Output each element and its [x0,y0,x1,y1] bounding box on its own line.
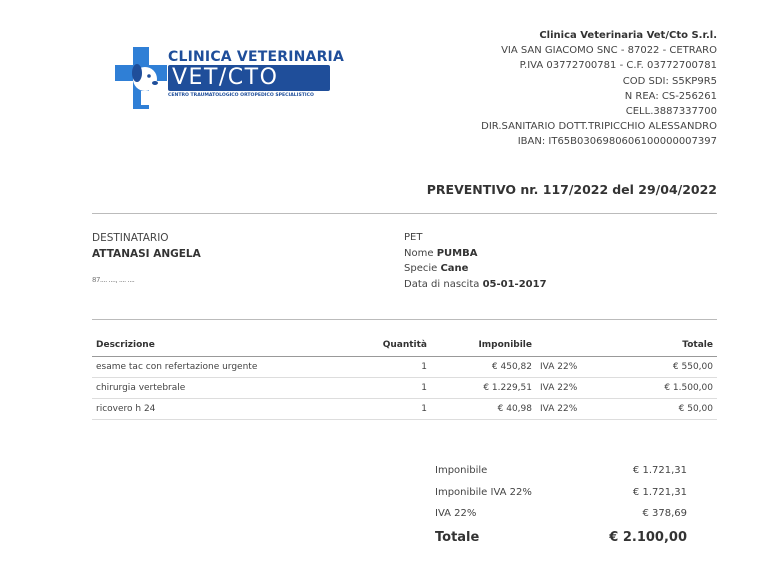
quote-number: PREVENTIVO nr. 117/2022 [426,182,609,197]
header-vat [536,334,596,357]
table-row [92,357,717,378]
row-description: esame tac con refertazione urgente [92,357,347,378]
header-quantity: Quantità [347,334,431,357]
totals-block [435,463,687,551]
recipient-block [92,230,201,284]
items-table [92,334,717,420]
pet-species: Cane [440,263,469,274]
recipient-label: DESTINATARIO [92,232,169,244]
row-quantity: 1 [347,399,431,420]
pet-block [404,230,547,292]
company-name: Clinica Veterinaria Vet/Cto S.r.l. [539,30,717,41]
pet-species-row [404,261,547,277]
company-sdi: COD SDI: S5KP9R5 [622,75,717,87]
totals-grand-row [435,530,687,552]
logo-brand: VET/CTO [172,65,279,90]
row-total: € 50,00 [596,399,717,420]
logo-title: CLINICA VETERINARIA [168,49,344,65]
row-taxable: € 40,98 [431,399,536,420]
row-total: € 550,00 [596,357,717,378]
logo-brand-box [168,65,330,91]
totals-grand-value: € 2.100,00 [609,529,687,545]
clinic-logo [115,45,344,111]
row-vat: IVA 22% [536,399,596,420]
totals-taxable-value: € 1.721,31 [632,465,687,476]
header-taxable: Imponibile [431,334,536,357]
logo-subtitle: CENTRO TRAUMATOLOGICO ORTOPEDICO SPECIALISTICO [168,93,314,98]
totals-taxable-row [435,463,687,485]
row-total: € 1.500,00 [596,378,717,399]
pet-name-label: Nome [404,247,434,259]
pet-birth: 05-01-2017 [482,278,547,290]
row-description: chirurgia vertebrale [92,378,347,399]
totals-vat-row [435,506,687,528]
divider-middle [92,319,717,320]
divider-top [92,213,717,214]
row-description: ricovero h 24 [92,399,347,420]
row-taxable: € 1.229,51 [431,378,536,399]
company-vat: P.IVA 03772700781 - C.F. 03772700781 [519,60,717,72]
company-cell: CELL.3887337700 [625,106,717,118]
pet-name: PUMBA [436,247,478,259]
company-info [481,28,717,150]
totals-taxable-vat-label: Imponibile IVA 22% [435,486,532,498]
table-header-row [92,334,717,357]
totals-taxable-vat-row [435,485,687,507]
row-taxable: € 450,82 [431,357,536,378]
company-iban: IBAN: IT65B0306980606100000007397 [517,136,717,148]
pet-birth-row [404,277,547,293]
quote-title [427,182,717,197]
company-address: VIA SAN GIACOMO SNC - 87022 - CETRARO [501,45,717,57]
header-description: Descrizione [92,334,347,357]
row-quantity: 1 [347,357,431,378]
totals-vat-value: € 378,69 [642,508,687,519]
medical-cross-dog-icon [115,45,169,111]
totals-taxable-vat-value: € 1.721,31 [632,486,687,498]
pet-label: PET [404,232,423,243]
quote-date: del 29/04/2022 [612,182,717,197]
totals-taxable-label: Imponibile [435,465,488,476]
company-rea: N REA: CS-256261 [624,90,717,102]
totals-vat-label: IVA 22% [435,508,477,519]
company-director: DIR.SANITARIO DOTT.TRIPICCHIO ALESSANDRO [481,121,717,133]
row-vat: IVA 22% [536,357,596,378]
recipient-address-redacted: 87.... ...., .... .... [92,276,135,284]
totals-grand-label: Totale [435,529,480,545]
header-total: Totale [596,334,717,357]
recipient-name: ATTANASI ANGELA [92,248,201,260]
pet-species-label: Specie [404,263,438,274]
table-row [92,378,717,399]
pet-birth-label: Data di nascita [404,278,480,290]
row-vat: IVA 22% [536,378,596,399]
row-quantity: 1 [347,378,431,399]
table-row [92,399,717,420]
pet-name-row [404,246,547,262]
